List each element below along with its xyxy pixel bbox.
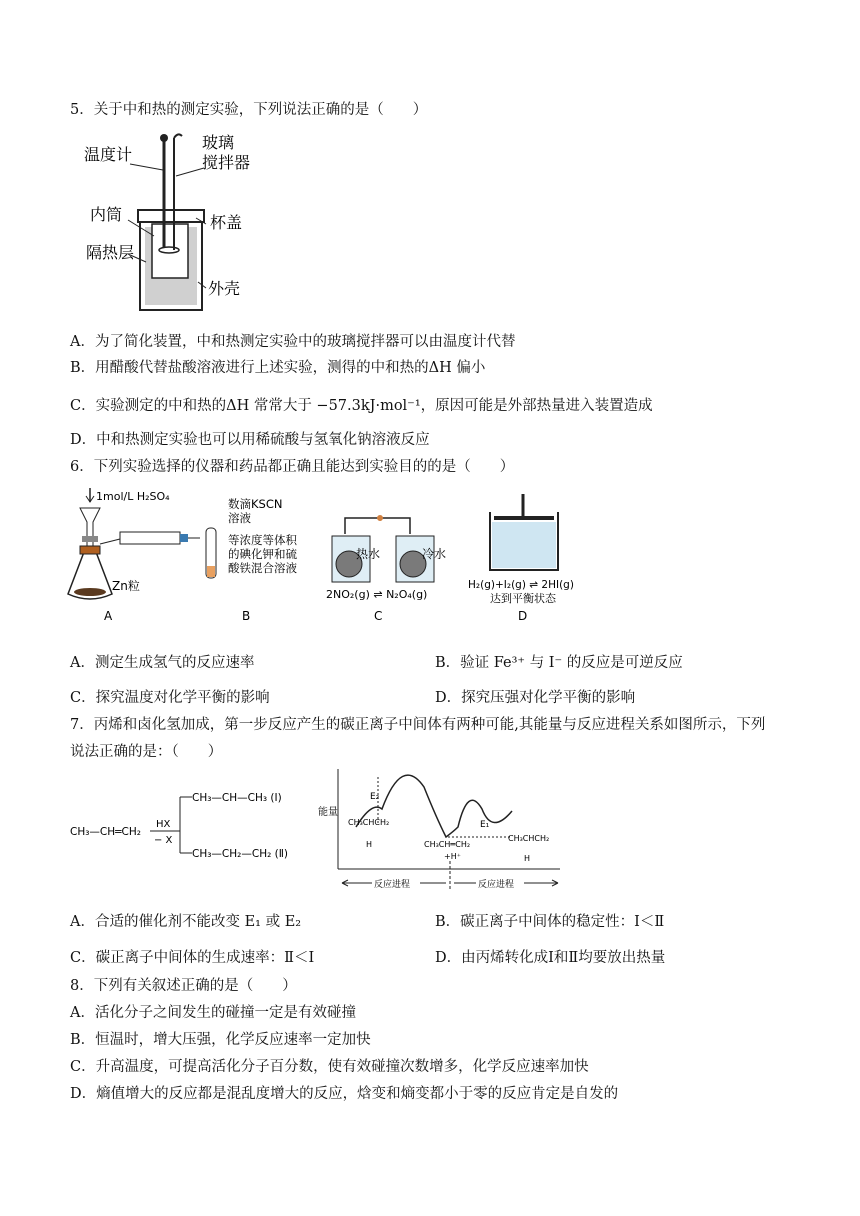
label-cold: 冷水 (422, 547, 447, 561)
tag-b: B (242, 609, 251, 623)
label-e1: E₁ (480, 820, 490, 830)
apparatus-c (326, 515, 446, 623)
label-stirrer-2: 搅拌器 (202, 153, 251, 172)
label-left-h: H (366, 840, 373, 849)
q6-option-a: A．测定生成氢气的反应速率 (70, 655, 255, 671)
q5-option-d: D．中和热测定实验也可以用稀硫酸与氢氧化钠溶液反应 (70, 432, 430, 448)
label-b2: 溶液 (228, 511, 251, 525)
label-b5: 酸铁混合溶液 (228, 561, 297, 575)
q7-option-c: C．碳正离子中间体的生成速率：Ⅱ＜Ⅰ (70, 950, 315, 966)
label-stirrer-1: 玻璃 (202, 133, 235, 152)
q5-option-a: A．为了简化装置，中和热测定实验中的玻璃搅拌器可以由温度计代替 (70, 334, 516, 350)
scheme-reactant: CH₃—CH═CH₂ (70, 826, 141, 838)
q6-option-c: C．探究温度对化学平衡的影响 (70, 690, 270, 706)
tag-a: A (104, 609, 113, 623)
q7-option-b: B．碳正离子中间体的稳定性：Ⅰ＜Ⅱ (435, 914, 665, 930)
q7-option-d: D．由丙烯转化成Ⅰ和Ⅱ均要放出热量 (435, 950, 666, 966)
label-acid: 1mol/L H₂SO₄ (96, 490, 170, 503)
label-propene: CH₃CH═CH₂ (424, 840, 471, 849)
q8-option-b: B．恒温时，增大压强，化学反应速率一定加快 (70, 1032, 371, 1048)
apparatus-d (468, 494, 574, 623)
energy-diagram (312, 765, 572, 895)
q7-stem-line2: 说法正确的是：（ ） (70, 744, 223, 760)
q7-stem-line1: 7．丙烯和卤化氢加成，第一步反应产生的碳正离子中间体有两种可能,其能量与反应进程关系如图所示，下列 (70, 717, 766, 733)
q8-stem: 8．下列有关叙述正确的是（ ） (70, 978, 297, 994)
apparatus-a (68, 488, 200, 623)
scheme-product-2: CH₃—CH₂—CH₂ (Ⅱ) (192, 848, 289, 860)
label-thermometer: 温度计 (84, 145, 133, 164)
calorimeter-figure (84, 130, 264, 320)
label-equilibrium: 达到平衡状态 (490, 592, 556, 605)
label-b1: 数滴KSCN (228, 497, 283, 511)
q5-option-b: B．用醋酸代替盐酸溶液进行上述实验，测得的中和热的ΔH 偏小 (70, 360, 486, 376)
label-e2: E₂ (370, 792, 380, 802)
label-right-species: CH₃CHCH₂ (508, 834, 550, 843)
label-hot: 热水 (356, 547, 381, 561)
label-insulation: 隔热层 (86, 243, 135, 262)
q8-option-c: C．升高温度，可提高活化分子百分数，使有效碰撞次数增多，化学反应速率加快 (70, 1059, 589, 1075)
scheme-reagent-hx: HX (156, 819, 171, 830)
reaction-scheme (70, 785, 310, 875)
tag-d: D (518, 609, 528, 623)
label-inner: 内筒 (90, 205, 123, 224)
q7-option-a: A．合适的催化剂不能改变 E₁ 或 E₂ (70, 914, 302, 930)
label-no2-eq: 2NO₂(g) ⇌ N₂O₄(g) (326, 588, 428, 601)
q8-option-a: A．活化分子之间发生的碰撞一定是有效碰撞 (70, 1005, 356, 1021)
energy-axis-label: 能量 (318, 807, 338, 818)
q5-option-c: C．实验测定的中和热的ΔH 常常大于 −57.3kJ·mol⁻¹，原因可能是外部热量进入装置造成 (70, 398, 653, 414)
q6-stem: 6．下列实验选择的仪器和药品都正确且能达到实验目的的是（ ） (70, 459, 515, 475)
label-hi-eq: H₂(g)+I₂(g) ⇌ 2HI(g) (468, 579, 574, 591)
q5-stem: 5．关于中和热的测定实验，下列说法正确的是（ ） (70, 102, 428, 118)
label-left-species: CH₃CHCH₂ (348, 818, 390, 827)
label-b4: 的碘化钾和硫 (228, 547, 297, 561)
q6-apparatus-figure (60, 484, 580, 624)
tag-c: C (374, 609, 383, 623)
label-lid: 杯盖 (210, 213, 243, 232)
label-proton: +H⁺ (444, 852, 461, 861)
x-label-right: 反应进程 (478, 880, 515, 890)
x-label-left: 反应进程 (374, 880, 411, 890)
label-zn: Zn粒 (112, 579, 140, 593)
q6-option-d: D．探究压强对化学平衡的影响 (435, 690, 636, 706)
apparatus-b (206, 497, 297, 623)
label-b3: 等浓度等体积 (228, 533, 297, 547)
scheme-product-1: CH₃—CH—CH₃ (Ⅰ) (192, 792, 282, 804)
q6-option-b: B．验证 Fe³⁺ 与 I⁻ 的反应是可逆反应 (435, 655, 683, 671)
scheme-reagent-x: − X (154, 835, 173, 846)
q8-option-d: D．熵值增大的反应都是混乱度增大的反应，焓变和熵变都小于零的反应肯定是自发的 (70, 1086, 619, 1102)
label-right-h: H (524, 854, 531, 863)
label-shell: 外壳 (208, 279, 241, 298)
